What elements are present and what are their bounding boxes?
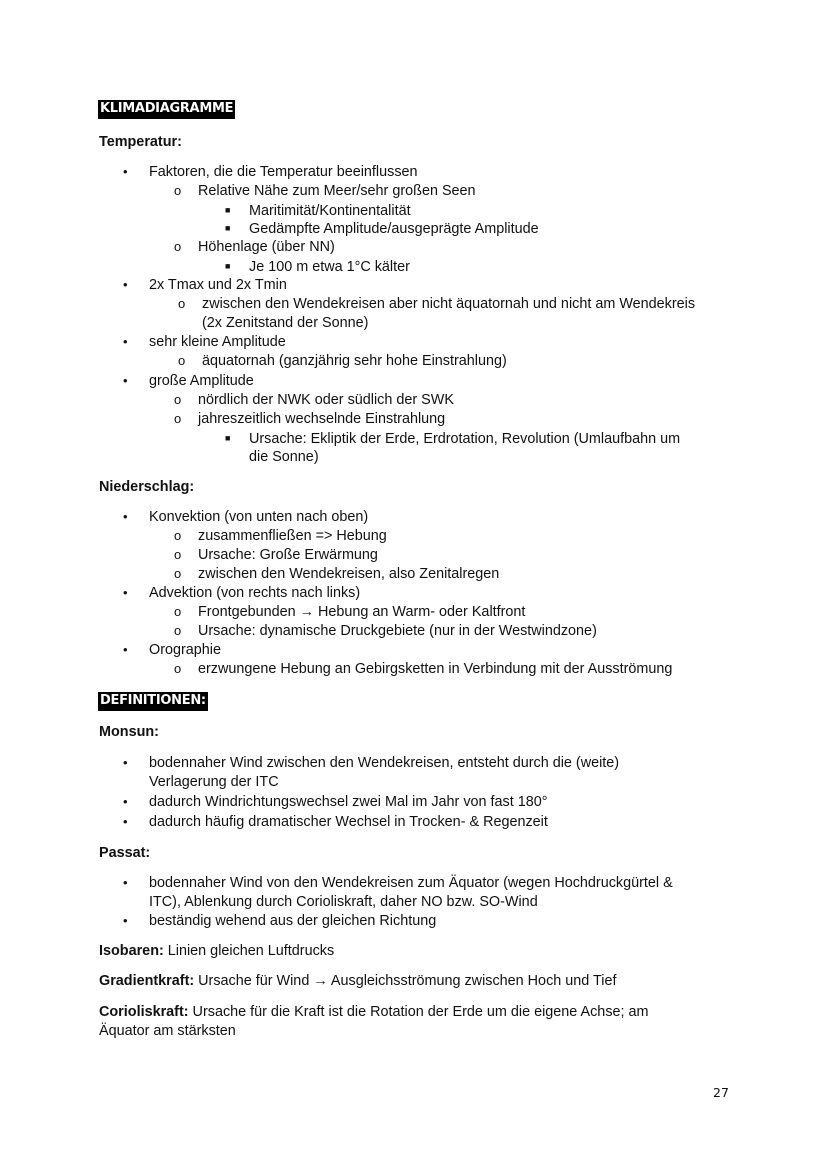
bullet-marker: •: [123, 642, 128, 657]
bullet-marker: •: [123, 509, 128, 524]
definition-gradientkraft: Gradientkraft: Ursache für Wind → Ausgleichsströmung zwischen Hoch und Tief: [99, 973, 617, 989]
subheading-niederschlag: Niederschlag:: [99, 479, 195, 495]
list-item: • beständig wehend aus der gleichen Richtung: [123, 913, 437, 929]
list-item: o Ursache: Große Erwärmung: [174, 547, 378, 563]
list-item: o Höhenlage (über NN): [174, 239, 335, 255]
definition-corioliskraft-continuation: Äquator am stärksten: [99, 1023, 236, 1039]
bullet-marker: •: [123, 277, 128, 292]
circle-marker: o: [174, 411, 182, 426]
list-item: o zwischen den Wendekreisen aber nicht äquatornah und nicht am Wendekreis: [178, 296, 696, 312]
bullet-marker: •: [123, 585, 128, 600]
circle-marker: o: [174, 604, 182, 619]
list-item-continuation: ITC), Ablenkung durch Corioliskraft, daher NO bzw. SO-Wind: [149, 894, 538, 910]
list-item: • große Amplitude: [123, 373, 254, 389]
bullet-marker: •: [123, 814, 128, 829]
circle-marker: o: [174, 623, 182, 638]
bullet-marker: •: [123, 913, 128, 928]
list-item: • bodennaher Wind von den Wendekreisen zum Äquator (wegen Hochdruckgürtel &: [123, 875, 673, 891]
list-item: o Frontgebunden → Hebung an Warm- oder Kaltfront: [174, 604, 526, 620]
bullet-marker: •: [123, 755, 128, 770]
circle-marker: o: [174, 183, 182, 198]
list-item: • dadurch häufig dramatischer Wechsel in Trocken- & Regenzeit: [123, 814, 548, 830]
definition-isobaren: Isobaren: Linien gleichen Luftdrucks: [99, 943, 335, 959]
square-marker: ■: [225, 205, 231, 215]
list-item-continuation: (2x Zenitstand der Sonne): [202, 315, 369, 331]
list-item: o zusammenfließen => Hebung: [174, 528, 387, 544]
circle-marker: o: [174, 566, 182, 581]
bullet-marker: •: [123, 794, 128, 809]
square-marker: ■: [225, 223, 231, 233]
list-item: • Advektion (von rechts nach links): [123, 585, 361, 601]
square-marker: ■: [225, 433, 231, 443]
list-item: o nördlich der NWK oder südlich der SWK: [174, 392, 454, 408]
square-marker: ■: [225, 261, 231, 271]
bullet-marker: •: [123, 334, 128, 349]
section-heading-klimadiagramme: KLIMADIAGRAMME: [98, 100, 235, 119]
list-item: • Faktoren, die die Temperatur beeinflussen: [123, 164, 418, 180]
list-item: ■ Je 100 m etwa 1°C kälter: [225, 259, 410, 275]
subheading-temperatur: Temperatur:: [99, 134, 182, 150]
circle-marker: o: [174, 547, 182, 562]
bullet-marker: •: [123, 164, 128, 179]
list-item: o äquatornah (ganzjährig sehr hohe Einstrahlung): [178, 353, 507, 369]
list-item: • sehr kleine Amplitude: [123, 334, 286, 350]
list-item: • Orographie: [123, 642, 221, 658]
section-heading-definitionen: DEFINITIONEN:: [98, 692, 208, 711]
list-item: ■ Maritimität/Kontinentalität: [225, 203, 411, 219]
list-item: • Konvektion (von unten nach oben): [123, 509, 369, 525]
list-item: o erzwungene Hebung an Gebirgsketten in Verbindung mit der Ausströmung: [174, 661, 673, 677]
list-item: o Relative Nähe zum Meer/sehr großen Seen: [174, 183, 476, 199]
list-item: • bodennaher Wind zwischen den Wendekreisen, entsteht durch die (weite): [123, 755, 620, 771]
list-item: o jahreszeitlich wechselnde Einstrahlung: [174, 411, 446, 427]
list-item: ■ Gedämpfte Amplitude/ausgeprägte Amplitude: [225, 221, 539, 237]
circle-marker: o: [174, 661, 182, 676]
list-item: o zwischen den Wendekreisen, also Zenitalregen: [174, 566, 500, 582]
circle-marker: o: [178, 296, 186, 311]
page-number: 27: [713, 1085, 729, 1100]
list-item-continuation: die Sonne): [249, 449, 319, 465]
circle-marker: o: [178, 353, 186, 368]
list-item-continuation: Verlagerung der ITC: [149, 774, 279, 790]
list-item: • dadurch Windrichtungswechsel zwei Mal im Jahr von fast 180°: [123, 794, 548, 810]
bullet-marker: •: [123, 875, 128, 890]
definition-corioliskraft: Corioliskraft: Ursache für die Kraft ist die Rotation der Erde um die eigene Achse; am: [99, 1004, 649, 1020]
circle-marker: o: [174, 528, 182, 543]
circle-marker: o: [174, 239, 182, 254]
list-item: o Ursache: dynamische Druckgebiete (nur in der Westwindzone): [174, 623, 597, 639]
list-item: • 2x Tmax und 2x Tmin: [123, 277, 287, 293]
list-item: ■ Ursache: Ekliptik der Erde, Erdrotation, Revolution (Umlaufbahn um: [225, 431, 681, 447]
circle-marker: o: [174, 392, 182, 407]
bullet-marker: •: [123, 373, 128, 388]
subheading-passat: Passat:: [99, 845, 151, 861]
subheading-monsun: Monsun:: [99, 724, 159, 740]
